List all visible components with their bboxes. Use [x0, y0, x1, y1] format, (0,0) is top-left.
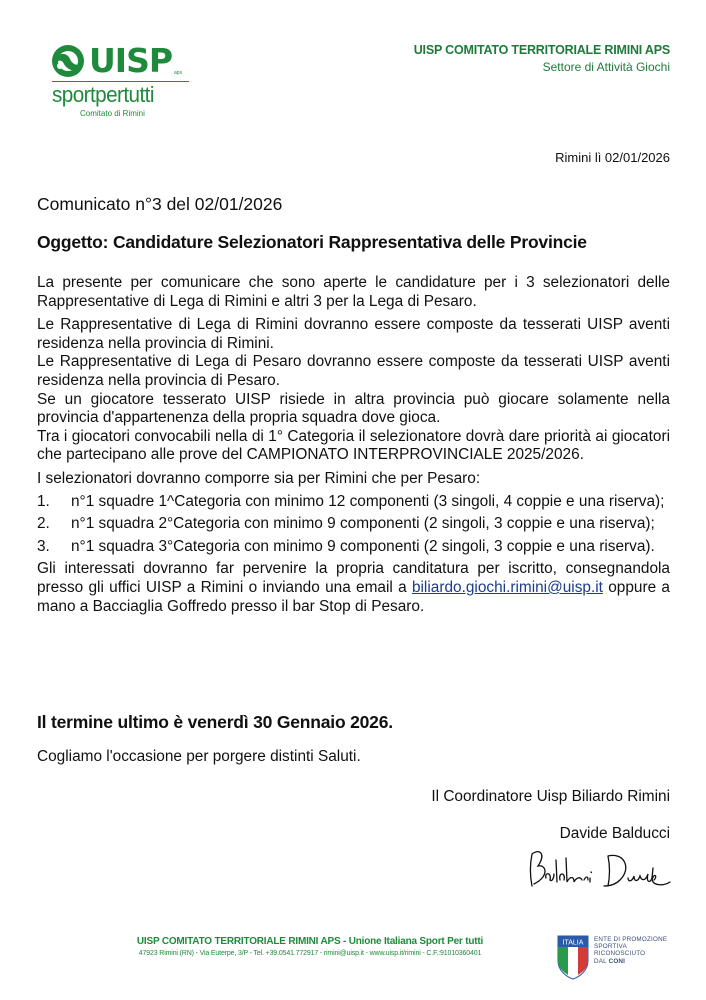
footer-organization: UISP COMITATO TERRITORIALE RIMINI APS - Unione Italiana Sport Per tutti — [136, 936, 484, 947]
letterhead — [414, 43, 670, 74]
shield-label: ITALIA — [562, 939, 584, 947]
paragraph-pesaro: Le Rappresentative di Lega di Pesaro dovranno essere composte da tesserati UISP aventi residenza nella provincia di Pesaro. — [37, 353, 670, 389]
list-item — [37, 493, 670, 512]
submission-text-after: oppure a mano a Bacciaglia Goffredo presso il bar Stop di Pesaro. — [37, 578, 670, 615]
logo-tagline: sportpertutti — [52, 82, 154, 107]
coni-line-4-prefix: DAL — [594, 957, 609, 965]
signatory-name: Davide Balducci — [559, 825, 670, 842]
uisp-emblem-icon — [50, 42, 86, 78]
greetings: Cogliamo l'occasione per porgere distinti Saluti. — [37, 748, 361, 765]
date-line: Rimini lì 02/01/2026 — [555, 150, 670, 165]
header-sector: Settore di Attività Giochi — [542, 60, 670, 74]
comunicato-title: Comunicato n°3 del 02/01/2026 — [37, 194, 283, 214]
coni-line-4 — [594, 958, 667, 965]
intro-line-2: Rappresentative di Lega di Rimini e altri 3 per la Lega di Pesaro. — [37, 292, 477, 310]
header-organization: UISP COMITATO TERRITORIALE RIMINI APS — [413, 43, 670, 57]
submission-text-before: Gli interessati dovranno far pervenire la propria canditatura per iscritto, consegnandola presso gli uffici UISP a Rimini o inviando una email a — [37, 560, 670, 596]
handwritten-signature — [524, 842, 674, 894]
paragraph-priority: Tra i giocatori convocabili nella di 1° Categoria il selezionatore dovrà dare priorità ai giocatori che partecipano alle prove del CAMPIONATO INTERPROVINCIALE 2025/2026. — [37, 427, 670, 464]
coni-line-1: ENTE DI PROMOZIONE — [594, 936, 668, 943]
list-item-number: 1. — [37, 492, 50, 510]
footer-address: 47923 Rimini (RN) - Via Euterpe, 3/P - Tel. +39.0541.772917 - rimini@uisp.it - www.uisp.it/rimini - C.F.:91010360401 — [138, 950, 482, 957]
paragraph-rimini: Le Rappresentative di Lega di Rimini dovranno essere composte da tesserati UISP aventi residenza nella provincia di Rimini. — [37, 316, 670, 352]
logo-aps: aps — [174, 70, 183, 76]
subject-heading: Oggetto: Candidature Selezionatori Rappresentativa delle Provincie — [37, 232, 587, 252]
list-item-text: n°1 squadra 2°Categoria con minimo 9 componenti (2 singoli, 3 coppie e una riserva); — [71, 515, 655, 533]
logo-subtitle: Comitato di Rimini — [80, 109, 145, 118]
email-link[interactable]: biliardo.giochi.rimini@uisp.it — [411, 578, 603, 596]
category-list — [37, 493, 670, 557]
coni-line-3: RICONOSCIUTO — [594, 950, 646, 958]
list-item-number: 2. — [37, 515, 50, 533]
letter-body — [37, 274, 670, 616]
signatory-role: Il Coordinatore Uisp Biliardo Rimini — [431, 788, 670, 805]
coni-line-2: SPORTIVA — [594, 943, 627, 951]
paragraph-compose: I selezionatori dovranno comporre sia per Rimini che per Pesaro: — [37, 469, 481, 487]
list-item-text: n°1 squadre 1^Categoria con minimo 12 componenti (3 singoli, 4 coppie e una riserva); — [71, 492, 665, 510]
list-item — [37, 538, 670, 557]
deadline-heading: Il termine ultimo è venerdì 30 Gennaio 2026. — [37, 712, 393, 732]
paragraph-other-province: Se un giocatore tesserato UISP risiede in altra provincia può giocare solamente nella provincia d'appartenenza della propria squadra dove gioca. — [37, 390, 670, 427]
list-item-text: n°1 squadra 3°Categoria con minimo 9 componenti (2 singoli, 3 coppie e una riserva). — [71, 537, 655, 555]
coni-line-4-bold: CONI — [608, 957, 626, 965]
coni-text — [594, 936, 667, 965]
uisp-logo — [50, 40, 195, 118]
italia-shield-icon — [557, 935, 589, 980]
coni-badge — [557, 935, 667, 980]
logo-brand: UISP — [89, 41, 173, 80]
list-item-number: 3. — [37, 537, 50, 555]
footer — [0, 936, 620, 957]
intro-line-1: La presente per comunicare che sono aperte le candidature per i 3 selezionatori delle — [37, 274, 670, 291]
list-item — [37, 515, 670, 534]
paragraph-submission — [37, 560, 670, 616]
